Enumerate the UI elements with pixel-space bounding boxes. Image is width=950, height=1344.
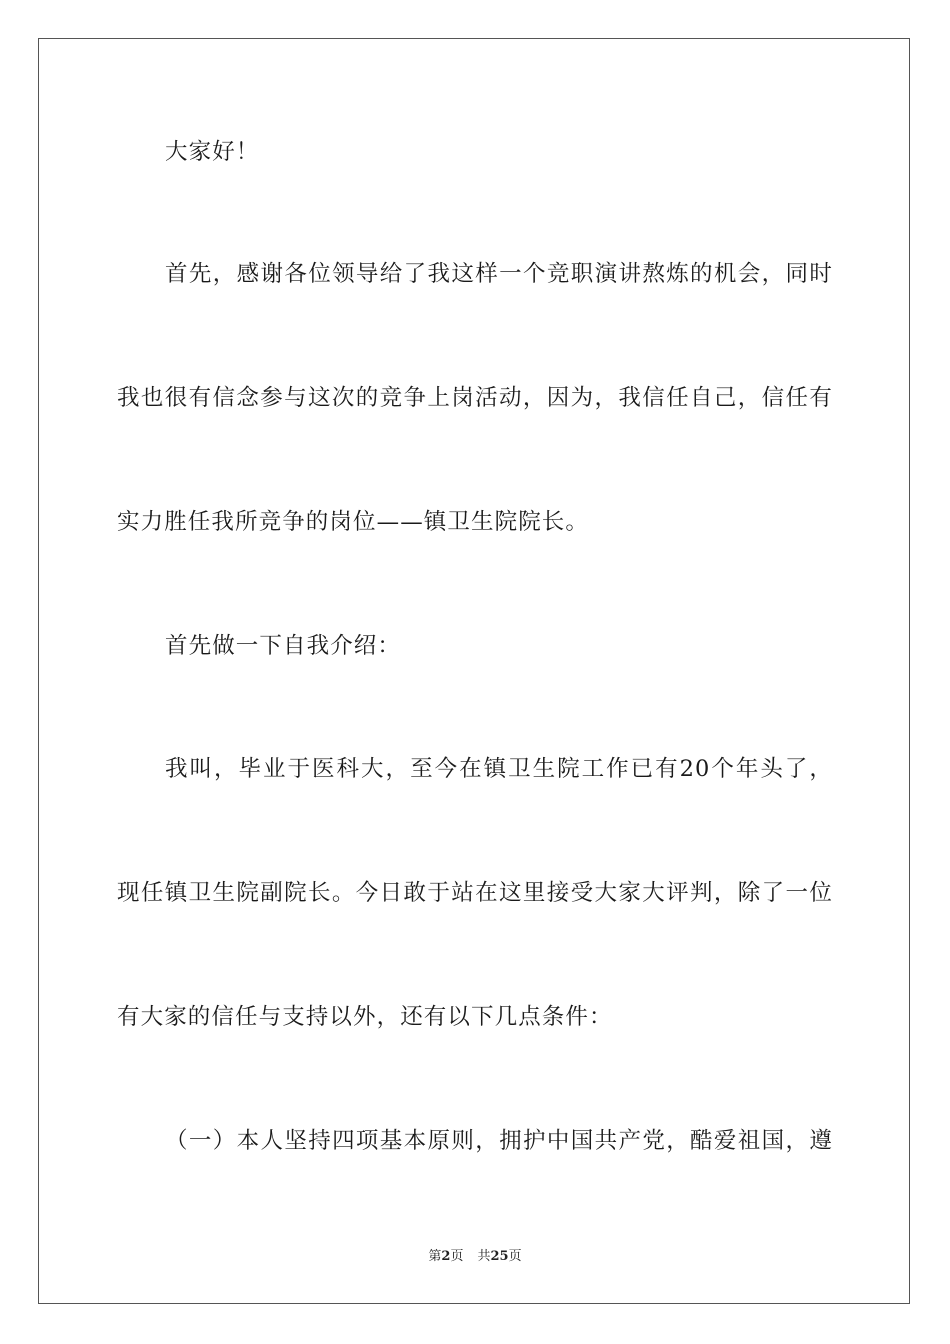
total-suffix: 页 [508, 1249, 522, 1264]
paragraph-line-4: 首先做一下自我介绍： [165, 633, 402, 659]
paragraph-line-6: 现任镇卫生院副院长。今日敢于站在这里接受大家大评判，除了一位 [117, 880, 833, 906]
paragraph-line-5: 我叫，毕业于医科大，至今在镇卫生院工作已有20个年头了， [165, 756, 833, 782]
paragraph-line-7: 有大家的信任与支持以外，还有以下几点条件： [117, 1004, 613, 1030]
page-footer [0, 1248, 950, 1266]
greeting-line: 大家好！ [165, 139, 260, 165]
paragraph-line-2: 我也很有信念参与这次的竞争上岗活动，因为，我信任自己，信任有 [117, 385, 833, 411]
page-border [38, 38, 910, 1304]
page-number: 2 [441, 1249, 451, 1264]
paragraph-line-1: 首先，感谢各位领导给了我这样一个竞职演讲熬炼的机会，同时 [165, 261, 833, 287]
total-prefix: 共 [477, 1249, 491, 1264]
paragraph-line-3: 实力胜任我所竞争的岗位——镇卫生院院长。 [117, 509, 590, 535]
page-suffix: 页 [450, 1249, 464, 1264]
page-prefix: 第 [428, 1249, 442, 1264]
paragraph-line-8: （一）本人坚持四项基本原则，拥护中国共产党，酷爱祖国，遵 [165, 1128, 833, 1154]
total-pages: 25 [490, 1249, 509, 1264]
